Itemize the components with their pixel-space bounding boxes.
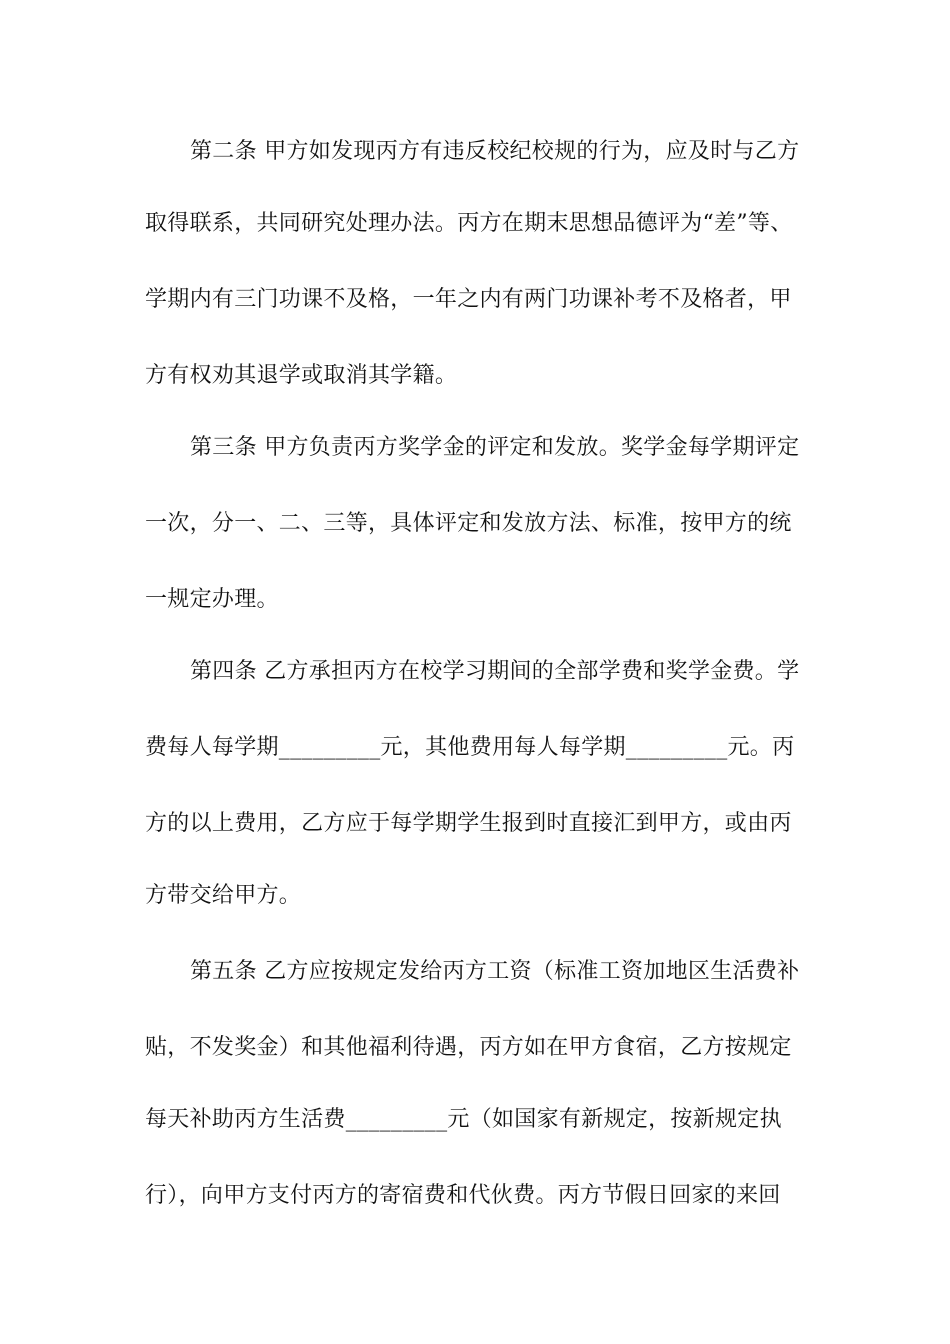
article-5-line-4: 行），向甲方支付丙方的寄宿费和代伙费。丙方节假日回家的来回 [145, 1183, 781, 1208]
article-2-line-4: 方有权劝其退学或取消其学籍。 [145, 363, 458, 388]
article-5-line-1: 第五条 乙方应按规定发给丙方工资（标准工资加地区生活费补 [190, 959, 800, 984]
article-4-line-2: 费每人每学期_________元，其他费用每人每学期_________元。丙 [145, 735, 795, 760]
article-2-line-3: 学期内有三门功课不及格，一年之内有两门功课补考不及格者，甲 [145, 287, 792, 312]
article-5-line-2: 贴，不发奖金）和其他福利待遇，丙方如在甲方食宿，乙方按规定 [145, 1035, 792, 1060]
article-4-line-4: 方带交给甲方。 [145, 883, 302, 908]
article-3-line-3: 一规定办理。 [145, 587, 279, 612]
article-4-line-3: 方的以上费用，乙方应于每学期学生报到时直接汇到甲方，或由丙 [145, 811, 792, 836]
article-3-line-1: 第三条 甲方负责丙方奖学金的评定和发放。奖学金每学期评定 [190, 435, 800, 460]
article-3-line-2: 一次，分一、二、三等，具体评定和发放方法、标准，按甲方的统 [145, 511, 792, 536]
article-4-line-1: 第四条 乙方承担丙方在校学习期间的全部学费和奖学金费。学 [190, 659, 800, 684]
article-2-line-2: 取得联系，共同研究处理办法。丙方在期末思想品德评为“差”等、 [145, 211, 793, 236]
article-2-line-1: 第二条 甲方如发现丙方有违反校纪校规的行为，应及时与乙方 [190, 139, 800, 164]
article-5-line-3: 每天补助丙方生活费_________元（如国家有新规定，按新规定执 [145, 1107, 782, 1132]
